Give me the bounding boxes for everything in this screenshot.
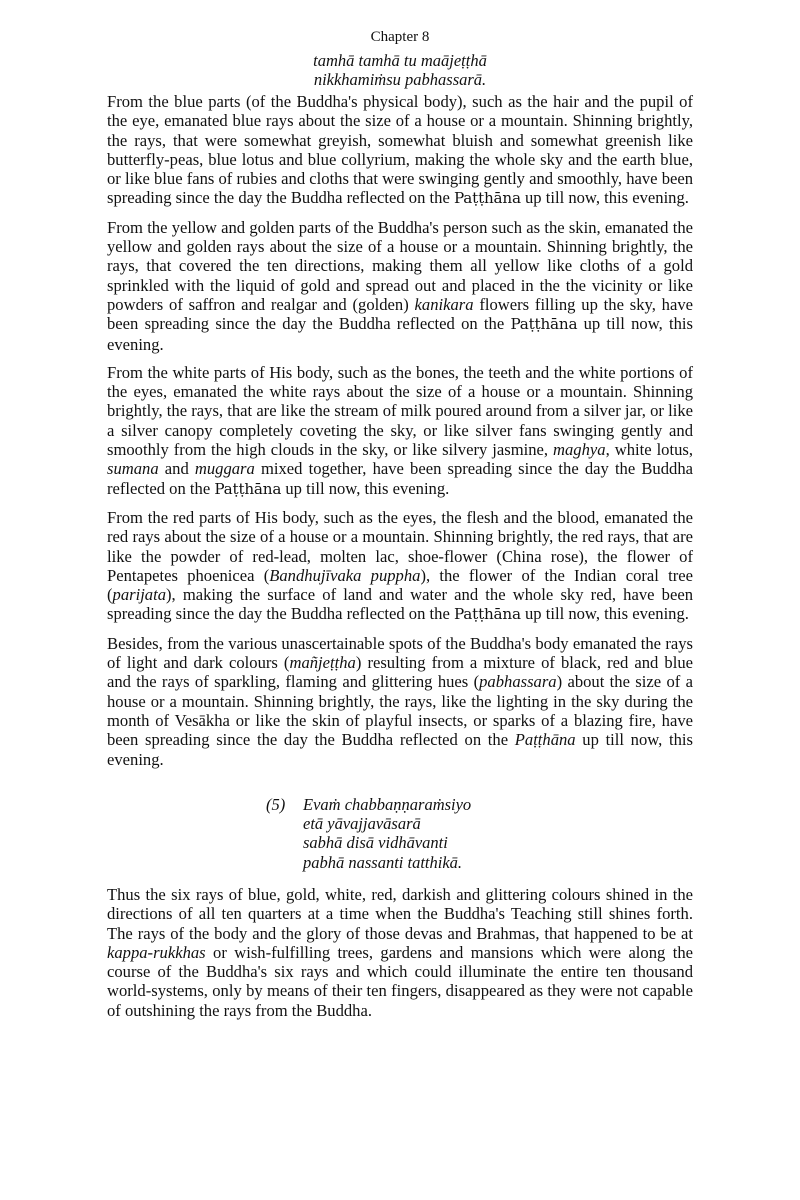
text-segment: up till now, this evening. <box>107 314 693 354</box>
verse-line: nikkhamiṁsu pabhassarā. <box>313 70 487 89</box>
italic-term: kanikara <box>414 294 474 314</box>
text-segment: and <box>158 459 195 479</box>
pali-term: Paṭṭhāna <box>214 479 282 498</box>
text-segment: up till now, this evening. <box>281 478 450 498</box>
text-segment: up till now, this evening. <box>520 188 689 208</box>
book-page <box>107 27 693 1029</box>
verse-number: (5) <box>266 794 286 814</box>
text-segment: mixed together, have been spreading since the day the Buddha reflected on the <box>107 459 693 498</box>
text-segment: From the red parts of His body, such as the eyes, the flesh and the blood, emanated the red rays about the size of a house or a mountain. Shinning brightly, the red rays, that are like the powder of red-lead, molten lac, shoe-flower (China rose), the flower of Pentapetes phoenicea ( <box>107 507 693 585</box>
verse-5-lines <box>303 795 471 872</box>
text-segment: , white lotus, <box>605 440 693 460</box>
pali-term: Paṭṭhāna <box>453 605 521 624</box>
text-segment: or wish-fulfilling trees, gardens and mansions which were along the course of the Buddha's six rays and which could illuminate the entire ten thousand world-systems, only by means of their ten fingers, disappeared as they were not capable of outshining the rays from the Buddha. <box>107 942 693 1020</box>
verse-5 <box>266 795 693 872</box>
text-segment: up till now, this evening. <box>107 730 693 769</box>
paragraph-red-rays <box>107 508 693 625</box>
text-segment: Thus the six rays of blue, gold, white, red, darkish and glittering colours shined in the directions of all ten quarters at a time when the Buddha's Teaching still shines forth. The rays of the body and the glory of those devas and Brahmas, that happened to be at <box>107 884 693 943</box>
paragraph-mixed-rays <box>107 634 693 769</box>
italic-term: parijata <box>112 585 167 605</box>
text-segment: ), making the surface of land and water and the whole sky red, have been spreading since the day the Buddha reflected on the <box>107 585 693 624</box>
text-segment: From the blue parts (of the Buddha's physical body), such as the hair and the pupil of the eye, emanated blue rays about the size of a house or a mountain. Shinning brightly, the rays, that were somewhat greyish, somewhat bluish and somewhat greenish like butterfly-peas, blue lotus and blue collyrium, making the whole sky and the earth blue, or like blue fans of rubies and cloths that were swinging gently and smoothly, have been spreading since the day the Buddha reflected on the <box>107 92 694 208</box>
text-segment: Besides, from the various unascertainable spots of the Buddha's body emanated the rays of light and dark colours ( <box>107 633 693 673</box>
verse-line: tamhā tamhā tu maājeṭṭhā <box>313 51 487 70</box>
italic-term: Paṭṭhāna <box>514 730 576 750</box>
italic-term: pabhassara <box>479 672 557 692</box>
italic-term: muggara <box>194 459 255 479</box>
text-segment: ), the flower of the Indian coral tree ( <box>107 565 693 605</box>
italic-term: maghya <box>553 440 606 460</box>
italic-term: Bandhujīvaka puppha <box>269 565 421 585</box>
verse-line: Evaṁ chabbaṇṇaraṁsiyo <box>303 794 472 814</box>
italic-term: sumana <box>107 459 159 479</box>
italic-term: kappa-rukkhas <box>107 942 206 962</box>
pali-term: Paṭṭhāna <box>510 315 578 334</box>
verse-line: pabhā nassanti tatthikā. <box>303 852 463 872</box>
paragraph-white-rays <box>107 363 693 499</box>
text-segment: ) resulting from a mixture of black, red and blue and the rays of sparkling, flaming and glittering hues ( <box>107 653 693 692</box>
opening-verse <box>107 51 693 89</box>
paragraph-blue-rays <box>107 92 693 209</box>
verse-line: etā yāvajjavāsarā <box>303 814 421 834</box>
paragraph-golden-rays <box>107 218 693 354</box>
verse-line: sabhā disā vidhāvanti <box>303 833 448 853</box>
text-segment: From the white parts of His body, such as the bones, the teeth and the white portions of the eyes, emanated the white rays about the size of a house or a mountain. Shinning brightly, the rays, that are like the stream of milk poured around from a silver jar, or like a silver canopy completely coveting the sky, or like silver fans swinging gently and smoothly from the high clouds in the sky, or like silvery jasmine, <box>107 362 693 460</box>
chapter-header: Chapter 8 <box>370 29 430 45</box>
text-segment: From the yellow and golden parts of the Buddha's person such as the skin, emanated the yellow and golden rays about the size of a house or a mountain. Shinning brightly, the rays, that covered the ten directions, making them all yellow like cloths of a gold sprinkled with the liquid of gold and spread out and placed in the the vicinity or like powders of saffron and realgar and (golden) <box>107 217 693 314</box>
text-segment: ) about the size of a house or a mountain. Shinning brightly, the rays, like the lighting in the sky during the month of Vesākha or like the skin of playful insects, or sparks of a blazing fire, have been spreading since the day the Buddha reflected on the <box>107 672 693 750</box>
text-segment: flowers filling up the sky, have been spreading since the day the Buddha reflected on the <box>107 294 693 334</box>
paragraph-six-rays-summary <box>107 885 693 1020</box>
pali-term: Paṭṭhāna <box>453 189 521 208</box>
text-segment: up till now, this evening. <box>520 604 689 624</box>
italic-term: mañjeṭṭha <box>289 653 356 673</box>
